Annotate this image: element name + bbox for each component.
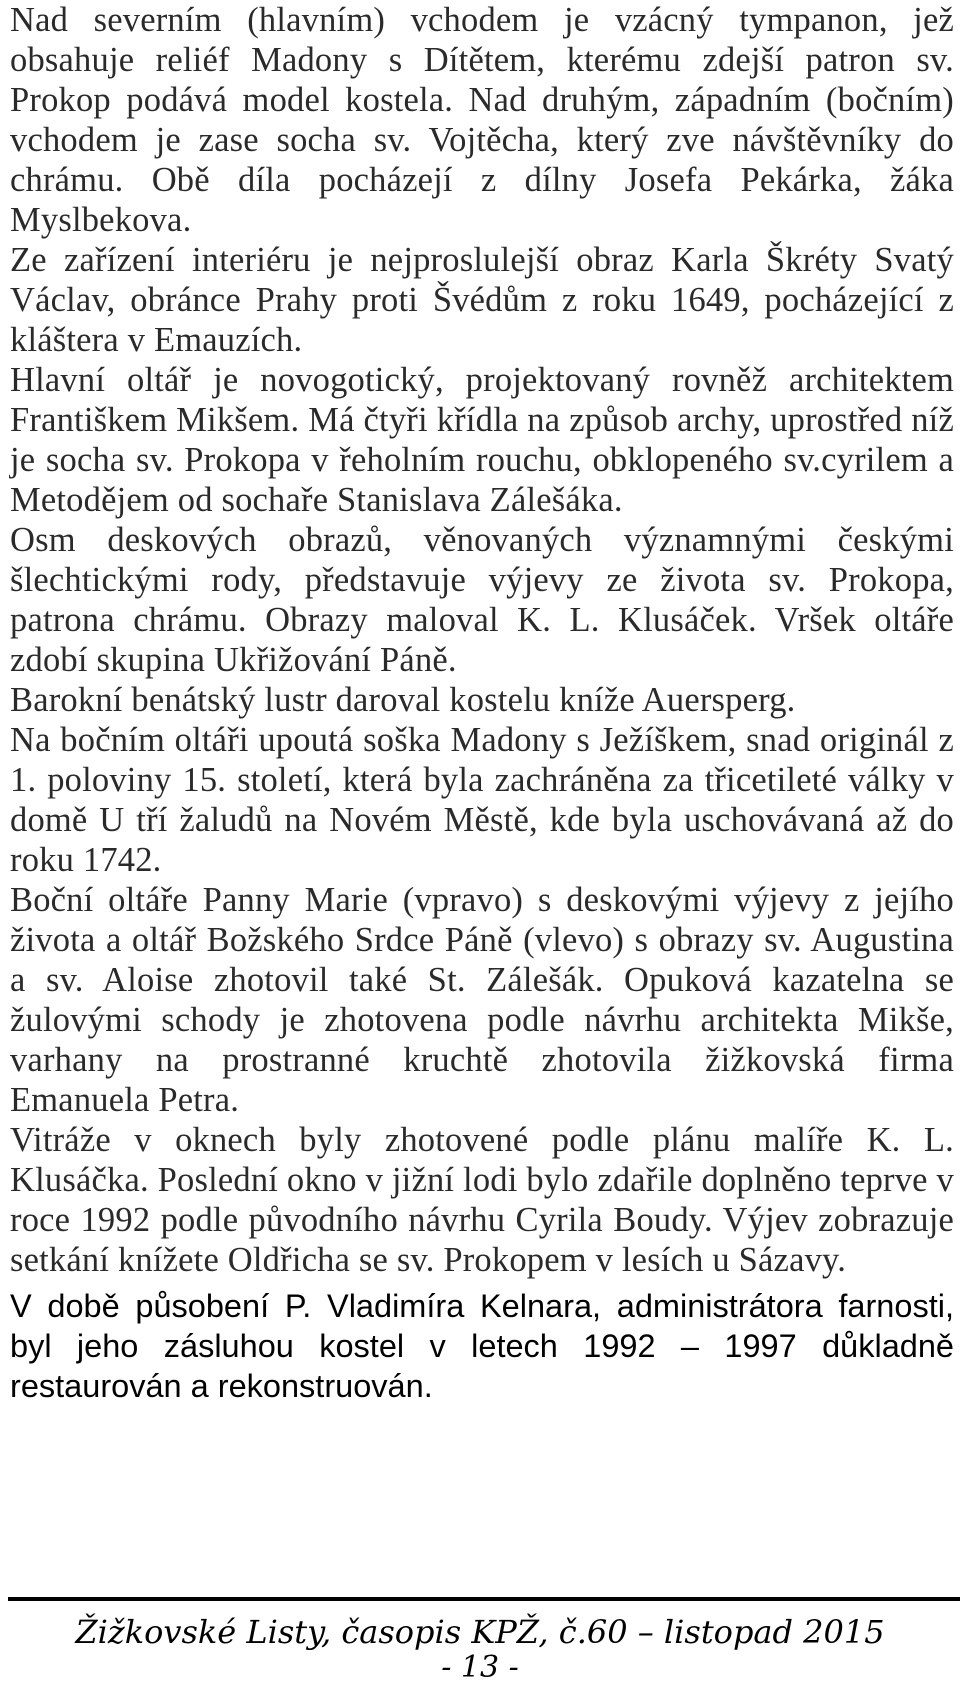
- paragraph-side-altars: Boční oltáře Panny Marie (vpravo) s deskovými výjevy z jejího života a oltář Božského Srdce Páně (vlevo) s obrazy sv. Augustina a sv. Aloise zhotovil také St. Zálešák. Opuková kazatelna se žulovými schody je zhotovena podle návrhu architekta Mikše, varhany na prostranné kruchtě zhotovila žižkovská firma Emanuela Petra.: [10, 881, 954, 1119]
- footer-publication: Žižkovské Listy, časopis KPŽ, č.60 – listopad 2015: [75, 1613, 885, 1651]
- paragraph-chandelier: Barokní benátský lustr daroval kostelu kníže Auersperg.: [10, 681, 796, 719]
- footer-divider: [8, 1597, 960, 1601]
- paragraph-main-altar: Hlavní oltář je novogotický, projektovaný rovněž architektem Františkem Mikšem. Má čtyři křídla na způsob archy, uprostřed níž je socha sv. Prokopa v řeholním rouchu, obklopeného sv.cyrilem a Metodějem od sochaře Stanislava Zálešáka.: [10, 361, 954, 519]
- paragraph-restoration: V době působení P. Vladimíra Kelnara, administrátora farnosti, byl jeho zásluhou kostel v letech 1992 – 1997 důkladně restaurován a rekonstruován.: [10, 1288, 954, 1404]
- paragraph-stained-glass: Vitráže v oknech byly zhotovené podle plánu malíře K. L. Klusáčka. Poslední okno v jižní lodi bylo zdařile doplněno teprve v roce 1992 podle původního návrhu Cyrila Boudy. Výjev zobrazuje setkání knížete Oldřicha se sv. Prokopem v lesích u Sázavy.: [10, 1121, 954, 1279]
- paragraph-madonna-statue: Na bočním oltáři upoutá soška Madony s Ježíškem, snad originál z 1. poloviny 15. století, která byla zachráněna za třicetileté války v domě U tří žaludů na Novém Městě, kde byla uschovávaná až do roku 1742.: [10, 721, 954, 879]
- paragraph-panel-paintings: Osm deskových obrazů, věnovaných významnými českými šlechtickými rody, představuje výjevy ze života sv. Prokopa, patrona chrámu. Obrazy maloval K. L. Klusáček. Vršek oltáře zdobí skupina Ukřižování Páně.: [10, 521, 954, 679]
- paragraph-skreta-painting: Ze zařízení interiéru je nejproslulejší obraz Karla Škréty Svatý Václav, obránce Prahy proti Švédům z roku 1649, pocházející z kláštera v Emauzích.: [10, 241, 954, 359]
- article-body: [10, 0, 954, 1406]
- paragraph-tympanon: Nad severním (hlavním) vchodem je vzácný tympanon, jež obsahuje reliéf Madony s Dítětem, kterému zdejší patron sv. Prokop podává model kostela. Nad druhým, západním (bočním) vchodem je zase socha sv. Vojtěcha, který zve návštěvníky do chrámu. Obě díla pocházejí z dílny Josefa Pekárka, žáka Myslbekova.: [10, 1, 954, 239]
- page-number: - 13 -: [441, 1650, 519, 1685]
